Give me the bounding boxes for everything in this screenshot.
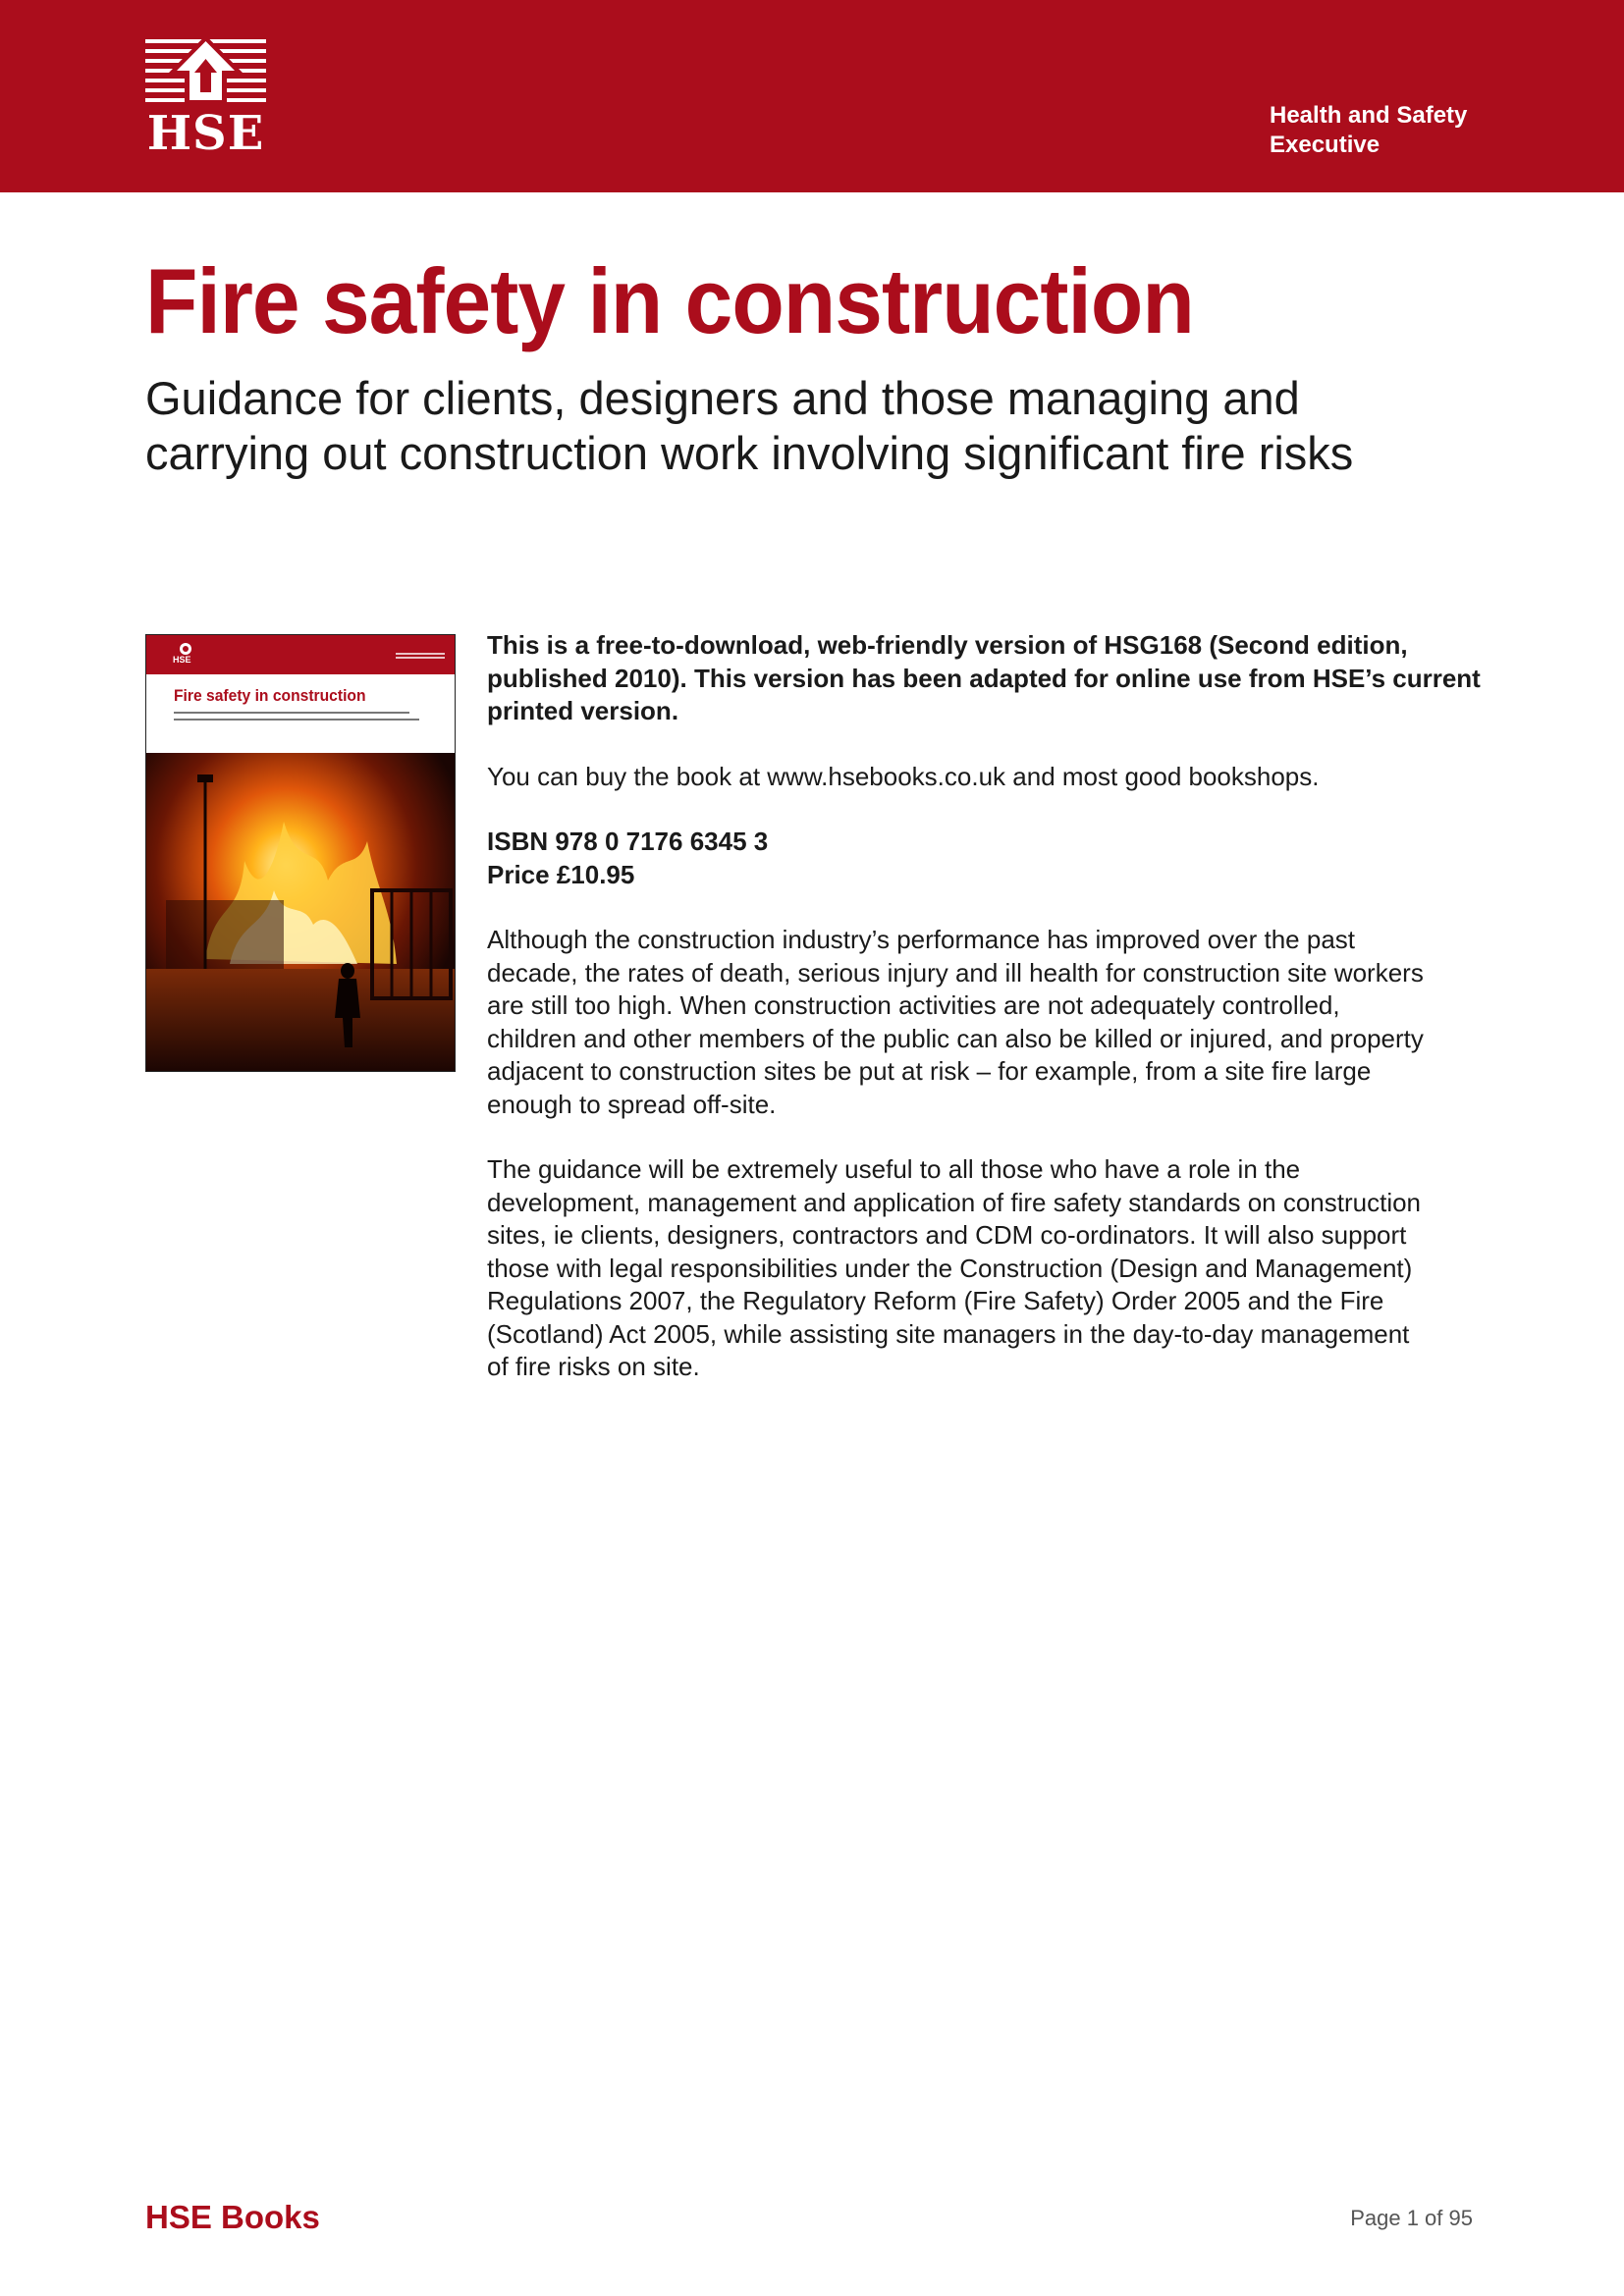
paragraph-line: children and other members of the public can also be killed or injured, and property (487, 1023, 1424, 1053)
paragraph-line: (Scotland) Act 2005, while assisting site managers in the day-to-day management (487, 1318, 1410, 1349)
price: Price £10.95 (487, 859, 635, 889)
intro-lead: This is a free-to-download, web-friendly version of HSG168 (Second edition, published 2010). This version has been adapted for online use from HSE’s current printed version. (487, 630, 1481, 725)
agency-name (1270, 101, 1584, 160)
page-number: Page 1 of 95 (1350, 2206, 1473, 2230)
intro-buy: You can buy the book at www.hsebooks.co.uk and most good bookshops. (487, 761, 1320, 791)
hse-logo-text: HSE (146, 106, 265, 161)
intro-paragraph-1 (487, 924, 1489, 1121)
book-cover-image (145, 634, 456, 1072)
paragraph-line: Although the construction industry’s performance has improved over the past (487, 925, 1355, 954)
cover-logo-text: HSE (173, 655, 191, 665)
intro-paragraph-2 (487, 1153, 1489, 1384)
fire-photo-icon (146, 753, 456, 1072)
paragraph-line: are still too high. When construction activities are not adequately controlled, (487, 990, 1340, 1020)
agency-name-line2: Executive (1270, 132, 1380, 158)
agency-name-line1: Health and Safety (1270, 102, 1468, 129)
cover-title: Fire safety in construction (174, 686, 366, 705)
intro-text (487, 629, 1489, 1416)
cover-hse-logo-icon (175, 641, 196, 663)
isbn: ISBN 978 0 7176 6345 3 (487, 827, 769, 856)
paragraph-line: The guidance will be extremely useful to all those who have a role in the (487, 1154, 1301, 1184)
paragraph-line: Regulations 2007, the Regulatory Reform (Fire Safety) Order 2005 and the Fire (487, 1286, 1384, 1315)
paragraph-line: enough to spread off-site. (487, 1089, 777, 1119)
fire-photo (146, 753, 455, 1072)
cover-subtitle-lines (174, 712, 429, 725)
cover-agency-text (396, 653, 445, 661)
header-band (0, 0, 1624, 192)
paragraph-line: of fire risks on site. (487, 1352, 700, 1381)
paragraph-line: decade, the rates of death, serious injury and ill health for construction site workers (487, 957, 1424, 988)
paragraph-line: sites, ie clients, designers, contractors and CDM co-ordinators. It will also support (487, 1220, 1407, 1250)
page-title: Fire safety in construction (145, 249, 1194, 352)
page-subtitle (145, 371, 1481, 481)
page-subtitle-line2: carrying out construction work involving significant fire risks (145, 427, 1354, 479)
paragraph-line: adjacent to construction sites be put at risk – for example, from a site fire large (487, 1056, 1372, 1086)
paragraph-line: those with legal responsibilities under the Construction (Design and Management) (487, 1253, 1413, 1283)
isbn-price-block (487, 826, 1489, 891)
paragraph-line: development, management and application of fire safety standards on construction (487, 1187, 1422, 1217)
hse-logo (145, 35, 266, 159)
footer-publisher: HSE Books (145, 2199, 320, 2235)
page-subtitle-line1: Guidance for clients, designers and those managing and (145, 372, 1300, 424)
